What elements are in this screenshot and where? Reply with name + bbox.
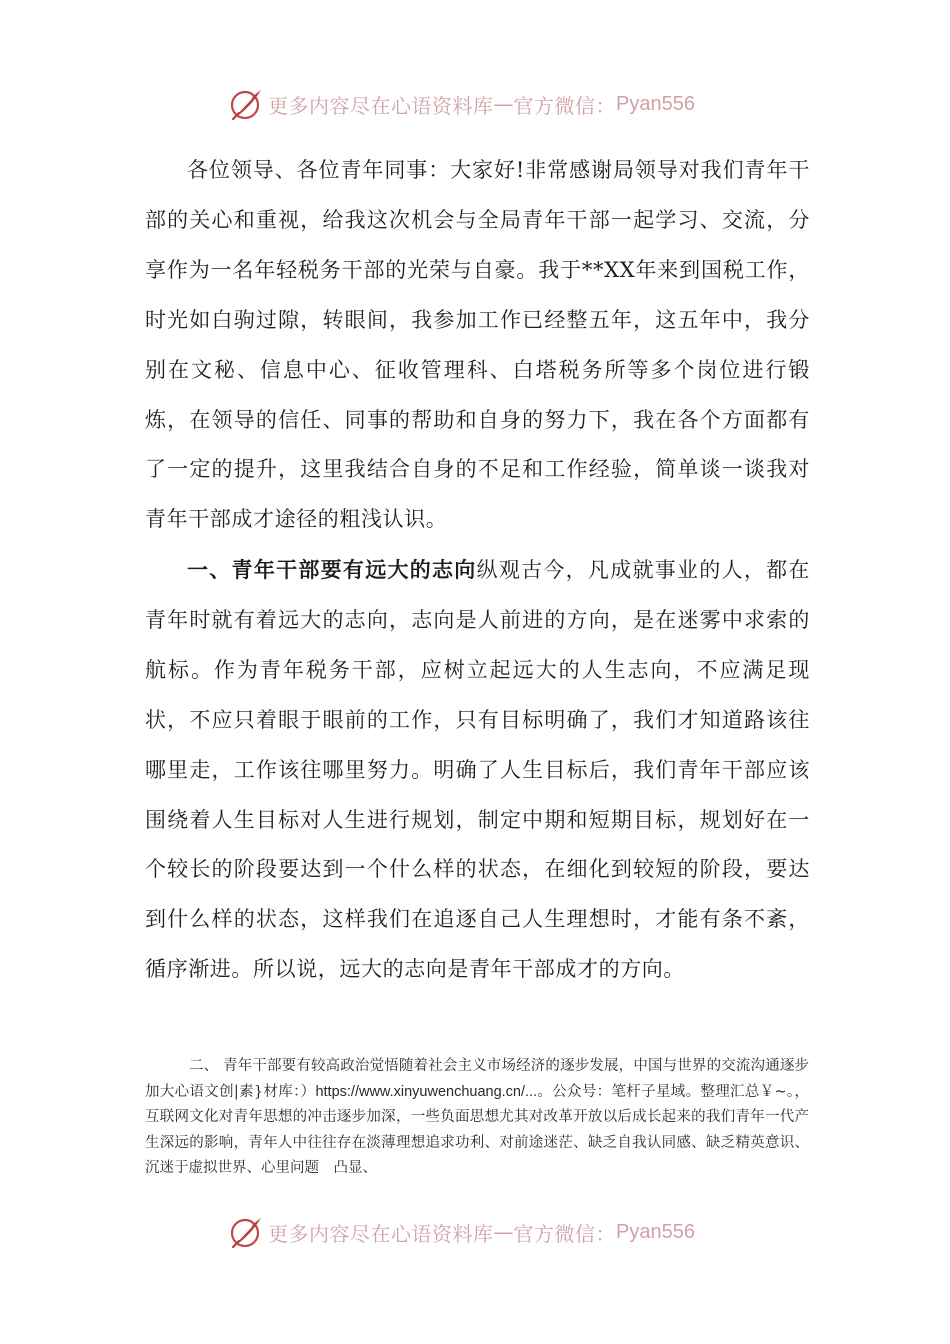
- banner-text: 更多内容尽在心语资料库: [268, 1221, 494, 1246]
- banner-text: 更多内容尽在心语资料库: [268, 93, 494, 118]
- source-link[interactable]: https://www.xinyuwenchuang.cn/...: [315, 1083, 538, 1100]
- header-banner: [228, 84, 695, 124]
- quill-pen-circle-icon: [228, 86, 264, 122]
- paragraph-greeting: 各位领导、各位青年同事：大家好!非常感谢局领导对我们青年干部的关心和重视，给我这次机会与全局青年干部一起学习、交流，分享作为一名年轻税务干部的光荣与自豪。我于**XX年来到国税工作，时光如白驹过隙，转眼间，我参加工作已经整五年，这五年中，我分别在文秘、信息中心、征收管理科、白塔税务所等多个岗位进行锻炼，在领导的信任、同事的帮助和自身的努力下，我在各个方面都有了一定的提升，这里我结合自身的不足和工作经验，简单谈一谈我对青年干部成才途径的粗浅认识。: [145, 158, 810, 532]
- banner-label: 官方微信：: [513, 1221, 616, 1246]
- banner-handle: Pyan556: [616, 92, 695, 115]
- section-one-heading: 一、青年干部要有远大的志向: [187, 557, 477, 582]
- footer-banner: [228, 1212, 695, 1252]
- section-one-body: 纵观古今，凡成就事业的人，都在青年时就有着远大的志向，志向是人前进的方向，是在迷雾中求索的航标。作为青年税务干部，应树立起远大的人生志向，不应满足现状，不应只着眼于眼前的工作，只有目标明确了，我们才知道路该往哪里走，工作该往哪里努力。明确了人生目标后，我们青年干部应该围绕着人生目标对人生进行规划，制定中期和短期目标，规划好在一个较长的阶段要达到一个什么样的状态，在细化到较短的阶段，要达到什么样的状态，这样我们在追逐自己人生理想时，才能有条不紊，循序渐进。所以说，远大的志向是青年干部成才的方向。: [145, 558, 810, 982]
- paragraph-section-two: [145, 1054, 809, 1182]
- section-two-start: 二、 青年干部要有较高政治觉悟随着社会主义市场经济的逐步发展，中国与世界的交流沟通逐步加大心语文创|素}材库：）: [145, 1058, 809, 1100]
- banner-separator: —: [493, 1220, 514, 1244]
- banner-label: 官方微信：: [513, 93, 616, 118]
- paragraph-section-one: [145, 545, 810, 995]
- banner-separator: —: [493, 92, 514, 116]
- banner-handle: Pyan556: [616, 1220, 695, 1243]
- quill-pen-circle-icon: [228, 1214, 264, 1250]
- section-two-rest: 。公众号：笔杆子星域。整理汇总￥~。，互联网文化对青年思想的冲击逐步加深，一些负面思想尤其对改革开放以后成长起来的我们青年一代产生深远的影响，青年人中往往存在淡薄理想追求功利、对前途迷茫、缺乏自我认同感、缺乏精英意识、沉迷于虚拟世界、心里问题 凸显、: [145, 1083, 809, 1176]
